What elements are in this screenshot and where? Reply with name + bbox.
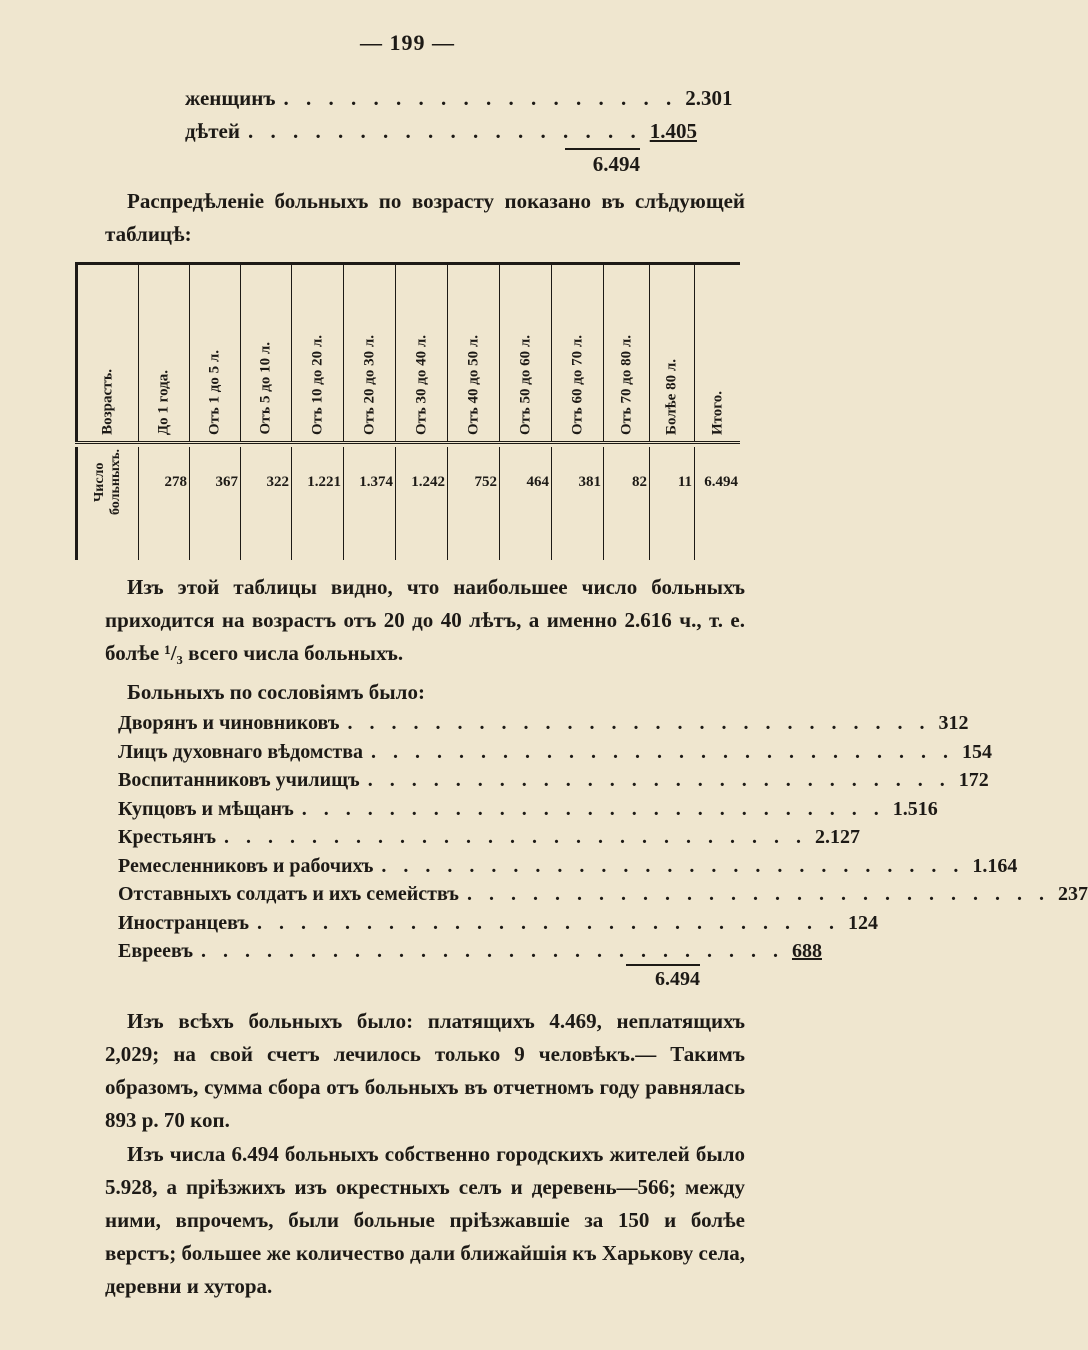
table-cell: 1.374 <box>343 447 395 560</box>
table-row-label-cell <box>75 447 138 560</box>
list-item: Отставныхъ солдатъ и ихъ семействъ . . . . . . . . . . . . . . . . . . . . . . . . . . . 237 <box>118 883 1088 905</box>
list-item <box>185 86 733 119</box>
table-cell: 1.221 <box>291 447 343 560</box>
estates-total: 6.494 <box>626 964 700 991</box>
table-cell: 1.242 <box>395 447 447 560</box>
row-value: 2.301 <box>685 86 733 110</box>
table-cell: 6.494 <box>694 447 740 560</box>
list-item: Крестьянъ . . . . . . . . . . . . . . . . . . . . . . . . . . . 2.127 <box>118 826 861 848</box>
list-item: Евреевъ . . . . . . . . . . . . . . . . . . . . . . . . . . . 688 <box>118 940 822 962</box>
age-paragraph: Изъ этой таблицы видно, что наибольшее число больныхъ приходится на возрастъ отъ 20 до 40 лѣтъ, а именно 2.616 ч., т. е. болѣе ¹/₃ всего числа больныхъ. <box>105 575 745 665</box>
table-cell: 278 <box>138 447 189 560</box>
table-cell: 367 <box>189 447 240 560</box>
header-label: Возрастъ. <box>99 369 116 435</box>
table-header-cell: Отъ 20 до 30 л. <box>343 265 395 441</box>
leader-dots: . . . . . . . . . . . . . . . . . . . . . . . . . . . <box>200 940 784 962</box>
table-header-cell: Отъ 5 до 10 л. <box>240 265 291 441</box>
leader-dots: . . . . . . . . . . . . . . . . . . . . . . . . . . . <box>224 826 808 848</box>
top-totals <box>185 86 733 152</box>
table-header-cell: До 1 года. <box>138 265 189 441</box>
leader-dots: . . . . . . . . . . . . . . . . . . . . . . . . . . . <box>371 740 955 763</box>
list-item: Иностранцевъ . . . . . . . . . . . . . . . . . . . . . . . . . . . 124 <box>118 911 879 934</box>
page-number: — 199 — <box>360 30 455 55</box>
list-item: Дворянъ и чиновниковъ . . . . . . . . . . . . . . . . . . . . . . . . . . . 312 <box>118 712 969 734</box>
leader-dots: . . . . . . . . . . . . . . . . . . . . . . . . . . . <box>466 883 1050 905</box>
top-total: 6.494 <box>565 148 640 177</box>
row-label: женщинъ <box>185 86 276 110</box>
row-value: 1.405 <box>649 119 697 143</box>
payment-paragraph: Изъ всѣхъ больныхъ было: платящихъ 4.469, неплатящихъ 2,029; на свой счетъ лечилось только 9 человѣкъ.— Такимъ образомъ, сумма сбора отъ больныхъ въ отчетномъ году равнялась 893 р. 70 коп. <box>105 1009 745 1132</box>
leader-dots: . . . . . . . . . . . . . . . . . . . . . . . . . . . <box>347 712 931 734</box>
table-header-row <box>75 265 740 444</box>
leader-dots: . . . . . . . . . . . . . . . . . . . . . . . . . . . <box>367 769 951 791</box>
table-cell: 752 <box>447 447 499 560</box>
row-label: Число больныхъ. <box>92 449 123 516</box>
table-header-cell: Отъ 10 до 20 л. <box>291 265 343 441</box>
list-item: Ремесленниковъ и рабочихъ . . . . . . . . . . . . . . . . . . . . . . . . . . . 1.164 <box>118 854 1018 877</box>
table-cell: 11 <box>649 447 694 560</box>
table-header-cell: Отъ 70 до 80 л. <box>603 265 649 441</box>
table-row <box>75 447 740 560</box>
row-label: дѣтей <box>185 119 240 143</box>
table-header-cell: Отъ 50 до 60 л. <box>499 265 551 441</box>
estates-heading: Больныхъ по сословіямъ было: <box>127 680 425 704</box>
leader-dots: . . . . . . . . . . . . . . . . . . . . . . . . . . . <box>381 854 965 877</box>
intro-paragraph: Распредѣленіе больныхъ по возрасту показано въ слѣдующей таблицѣ: <box>105 189 745 246</box>
list-item: Купцовъ и мѣщанъ . . . . . . . . . . . . . . . . . . . . . . . . . . . 1.516 <box>118 797 938 820</box>
table-cell: 464 <box>499 447 551 560</box>
table-header-cell: Итого. <box>694 265 740 441</box>
table-cell: 322 <box>240 447 291 560</box>
list-item: Лицъ духовнаго вѣдомства . . . . . . . . . . . . . . . . . . . . . . . . . . . 154 <box>118 740 993 763</box>
leader-dots: . . . . . . . . . . . . . . . . . . . . . . . . . . . <box>257 911 841 934</box>
table-cell: 82 <box>603 447 649 560</box>
table-header-cell <box>75 265 138 441</box>
age-table <box>75 262 740 560</box>
residence-paragraph: Изъ числа 6.494 больныхъ собственно городскихъ жителей было 5.928, а пріѣзжихъ изъ окрестныхъ селъ и деревень—566; между ними, впрочемъ, были больные пріѣзжавшіе за 150 и болѣе верстъ; большее же количество дали ближайшія къ Харькову села, деревни и хутора. <box>105 1142 745 1298</box>
table-header-cell: Отъ 30 до 40 л. <box>395 265 447 441</box>
table-header-cell: Отъ 60 до 70 л. <box>551 265 603 441</box>
table-header-cell: Болѣе 80 л. <box>649 265 694 441</box>
estates-list <box>118 712 1088 969</box>
table-cell: 381 <box>551 447 603 560</box>
table-header-cell: Отъ 40 до 50 л. <box>447 265 499 441</box>
list-item: Воспитанниковъ училищъ . . . . . . . . . . . . . . . . . . . . . . . . . . . 172 <box>118 769 989 791</box>
leader-dots: . . . . . . . . . . . . . . . . . . . . . . . . . . . <box>301 797 885 820</box>
leader-dots: . . . . . . . . . . . . . . . . . . <box>247 119 642 143</box>
table-header-cell: Отъ 1 до 5 л. <box>189 265 240 441</box>
leader-dots: . . . . . . . . . . . . . . . . . . <box>283 86 678 110</box>
